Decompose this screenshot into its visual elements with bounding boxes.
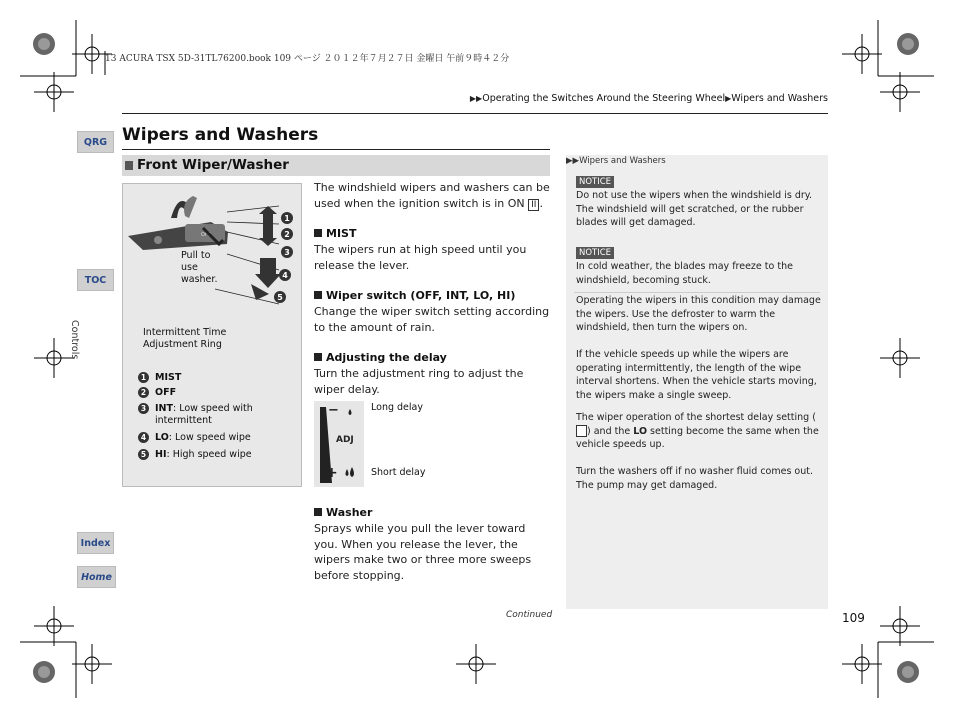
notes-arrow-icon: ▶▶ bbox=[566, 156, 580, 166]
switch-heading bbox=[314, 289, 515, 302]
para3-text-c: setting become the same when the vehicle speeds up. bbox=[576, 425, 819, 450]
notes-header bbox=[566, 156, 666, 166]
shortest-delay-icon bbox=[576, 425, 587, 437]
legend-num: 5 bbox=[138, 449, 149, 460]
breadcrumb bbox=[470, 93, 828, 104]
washer-heading bbox=[314, 506, 372, 519]
page-title: Wipers and Washers bbox=[122, 125, 319, 145]
breadcrumb-arrows-icon: ▶▶ bbox=[469, 94, 483, 103]
notes-para-4: Turn the washers off if no washer fluid comes out. The pump may get damaged. bbox=[576, 466, 813, 491]
notes-divider bbox=[574, 292, 820, 293]
plus-sign: + bbox=[326, 465, 338, 481]
para3-text-b: ) and the bbox=[587, 425, 634, 437]
callout-3: 3 bbox=[281, 246, 293, 258]
bullet-square-icon bbox=[314, 508, 322, 516]
notice-text-2: In cold weather, the blades may freeze to the windshield, becoming stuck. bbox=[576, 261, 793, 286]
delay-text: Turn the adjustment ring to adjust the wiper delay. bbox=[314, 367, 524, 396]
ignition-on-icon: II bbox=[528, 199, 539, 211]
notes-panel bbox=[566, 155, 828, 609]
bullet-square-icon bbox=[314, 353, 322, 361]
legend-desc: : Low speed wipe bbox=[168, 432, 251, 443]
legend-term: LO bbox=[155, 432, 169, 443]
legend-term: HI bbox=[155, 449, 167, 460]
para3-lo: LO bbox=[633, 425, 648, 437]
print-header: 13 ACURA TSX 5D-31TL76200.book 109 ページ ２０１２年７月２７日 金曜日 午前９時４２分 bbox=[105, 54, 510, 64]
title-rule bbox=[122, 149, 550, 150]
washer-heading-text: Washer bbox=[326, 506, 373, 519]
callout-2: 2 bbox=[281, 228, 293, 240]
long-delay-label: Long delay bbox=[371, 402, 423, 413]
delay-ring-figure bbox=[314, 401, 364, 487]
short-delay-label: Short delay bbox=[371, 467, 426, 478]
legend-num: 4 bbox=[138, 432, 149, 443]
para3-text-a: The wiper operation of the shortest delay setting ( bbox=[576, 412, 816, 423]
washer-text: Sprays while you pull the lever toward you. When you release the lever, the wipers make two or three more sweeps before stopping. bbox=[314, 522, 532, 582]
wiper-lever-illustration bbox=[123, 184, 299, 314]
top-rule bbox=[122, 113, 828, 114]
minus-sign: − bbox=[328, 403, 339, 418]
intro-paragraph bbox=[314, 180, 551, 213]
legend-item-int bbox=[138, 403, 275, 427]
legend-item-lo bbox=[138, 432, 251, 444]
notes-para-3 bbox=[576, 411, 821, 452]
breadcrumb-current[interactable]: Wipers and Washers bbox=[731, 93, 828, 104]
callout-4: 4 bbox=[279, 269, 291, 281]
toc-button[interactable]: TOC bbox=[77, 269, 114, 291]
svg-text:OFF: OFF bbox=[201, 232, 211, 238]
callout-1: 1 bbox=[281, 212, 293, 224]
legend-item-off bbox=[138, 387, 176, 399]
notice-badge-1: NOTICE bbox=[576, 176, 614, 188]
mist-heading bbox=[314, 227, 356, 240]
section-square-icon bbox=[125, 161, 133, 170]
section-header bbox=[122, 155, 550, 176]
continued-label: Continued bbox=[506, 610, 553, 620]
page-number: 109 bbox=[842, 611, 865, 625]
legend-num: 2 bbox=[138, 387, 149, 398]
legend-term: OFF bbox=[155, 387, 177, 398]
intro-end: . bbox=[539, 196, 543, 210]
legend-num: 3 bbox=[138, 403, 149, 414]
notice-badge-2: NOTICE bbox=[576, 247, 614, 259]
delay-heading-text: Adjusting the delay bbox=[326, 351, 447, 364]
legend-desc: : High speed wipe bbox=[166, 449, 252, 460]
notice-text-1: Do not use the wipers when the windshield is dry. The windshield will get scratched, or the rubber blades will get damaged. bbox=[576, 190, 813, 228]
section-title: Front Wiper/Washer bbox=[137, 157, 289, 173]
bullet-square-icon bbox=[314, 229, 322, 237]
home-button[interactable]: Home bbox=[77, 566, 116, 588]
pull-to-use-label: Pull to use washer. bbox=[181, 250, 218, 285]
switch-text: Change the wiper switch setting according to the amount of rain. bbox=[314, 305, 550, 334]
legend-term: INT bbox=[155, 403, 173, 414]
mist-text: The wipers run at high speed until you release the lever. bbox=[314, 243, 527, 272]
intro-text: The windshield wipers and washers can be used when the ignition switch is in ON bbox=[314, 181, 550, 210]
legend-term: MIST bbox=[155, 372, 182, 383]
mist-heading-text: MIST bbox=[326, 227, 357, 240]
notes-para-2: If the vehicle speeds up while the wipers are operating intermittently, the length of the wipe interval shortens. When the vehicle starts moving, the wipers make a single sweep. bbox=[576, 349, 817, 401]
notes-header-text: Wipers and Washers bbox=[579, 156, 666, 166]
delay-heading bbox=[314, 351, 447, 364]
bullet-square-icon bbox=[314, 291, 322, 299]
legend-desc: : Low speed with intermittent bbox=[155, 403, 253, 426]
breadcrumb-link-switches[interactable]: Operating the Switches Around the Steering Wheel bbox=[482, 93, 726, 104]
legend-num: 1 bbox=[138, 372, 149, 383]
notes-para-1: Operating the wipers in this condition may damage the wipers. Use the defroster to warm the windshield, then turn the wipers on. bbox=[576, 295, 821, 333]
legend-item-mist bbox=[138, 372, 181, 384]
section-side-label: Controls bbox=[69, 320, 80, 360]
switch-heading-text: Wiper switch (OFF, INT, LO, HI) bbox=[326, 289, 516, 302]
breadcrumb-separator-icon: ▶ bbox=[725, 94, 732, 103]
adj-label: ADJ bbox=[336, 435, 354, 445]
index-button[interactable]: Index bbox=[77, 532, 114, 554]
callout-5: 5 bbox=[274, 291, 286, 303]
legend-item-hi bbox=[138, 449, 252, 461]
ring-label: Intermittent Time Adjustment Ring bbox=[143, 327, 227, 350]
qrg-button[interactable]: QRG bbox=[77, 131, 114, 153]
